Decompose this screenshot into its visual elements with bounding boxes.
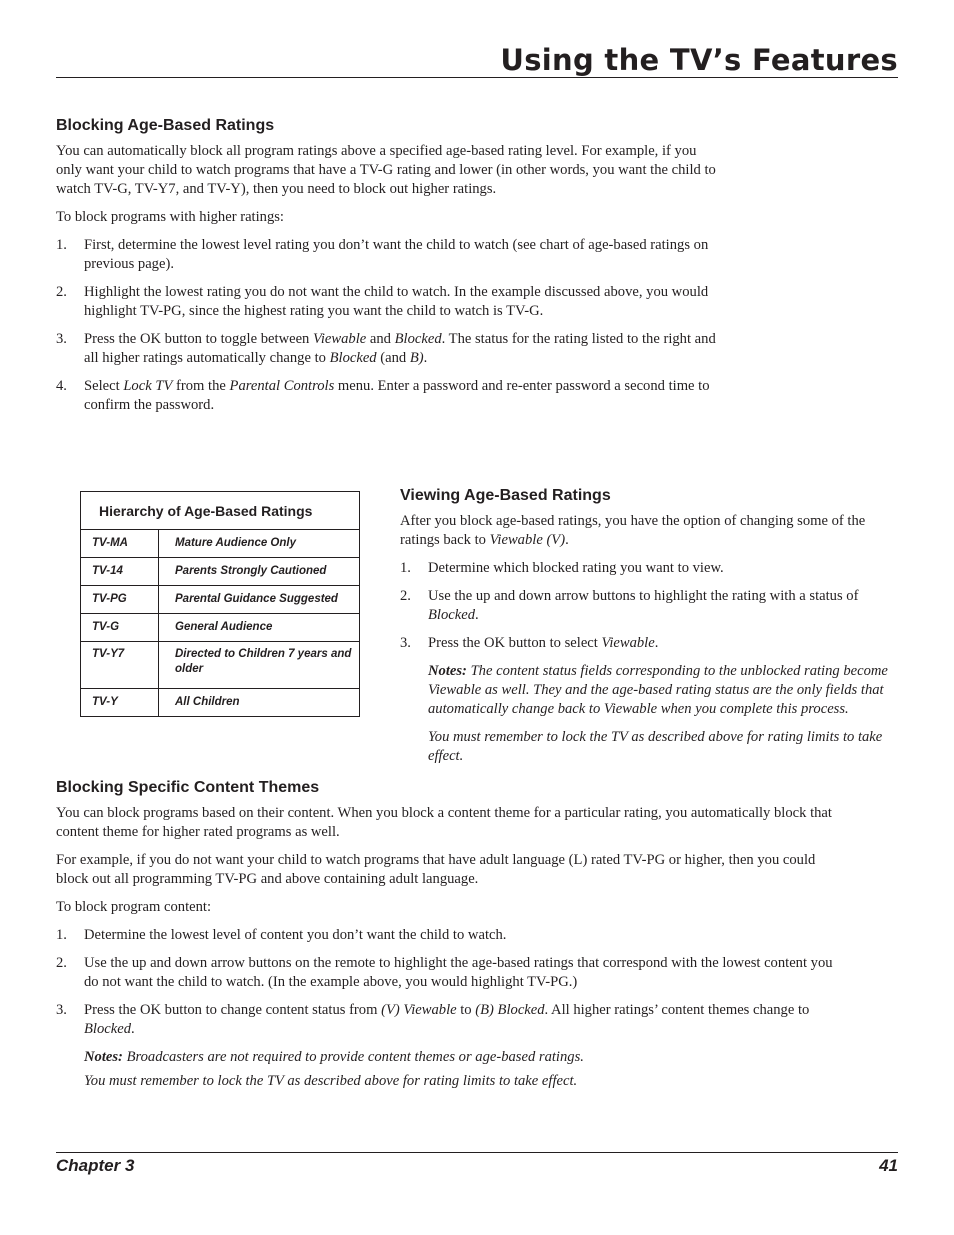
step-number: 1. (56, 237, 67, 253)
list-item (56, 283, 716, 321)
rating-code: TV-MA (81, 530, 159, 557)
intro-paragraph: You can block programs based on their content. When you block a content theme for a particular rating, you automatically block that content theme for higher rated programs as well. (56, 805, 832, 840)
section-heading: Blocking Specific Content Themes (56, 779, 320, 796)
table-row (81, 689, 359, 716)
step-text: Use the up and down arrow buttons on the remote to highlight the age-based ratings that correspond with the lowest content you do not want the child to watch. (In the example above, you would highlight TV-PG.) (84, 955, 833, 990)
notes-block (84, 1048, 846, 1091)
text-run: Press the OK button to change content status from (84, 1002, 382, 1018)
lead-paragraph: To block program content: (56, 899, 212, 915)
rating-description: All Children (175, 696, 240, 708)
notes-label: Notes: (428, 663, 467, 679)
text-run: . (475, 607, 479, 623)
section-blocking-age-based-ratings (56, 116, 716, 424)
footer-chapter: Chapter 3 (56, 1156, 135, 1175)
text-run: After you block age-based ratings, you have the option of changing some of the ratings back to (400, 513, 866, 548)
step-number: 3. (56, 331, 67, 347)
text-run: Press the OK button to toggle between (84, 331, 314, 347)
step-number: 1. (56, 927, 67, 943)
intro-paragraph: You can automatically block all program ratings above a specified age-based rating level. For example, if you only want your child to watch programs that have a TV-G rating and lower (in other words, you want the child to watch TV-G, TV-Y7, and TV-Y), then you need to block out higher ratings. (56, 143, 716, 197)
notes-label: Notes: (84, 1049, 123, 1065)
steps-list (400, 559, 900, 653)
text-run-italic: Blocked (329, 350, 377, 366)
list-item (400, 559, 900, 578)
text-run-italic: (B) Blocked (475, 1002, 545, 1018)
rating-code: TV-14 (81, 558, 159, 585)
step-text (84, 378, 710, 413)
rating-code: TV-G (81, 614, 159, 641)
section-heading: Blocking Age-Based Ratings (56, 117, 275, 134)
text-run: menu. Enter a password and re-enter password a second time to confirm the password. (84, 378, 710, 413)
text-run-italic: Viewable (313, 331, 367, 347)
step-number: 1. (400, 560, 411, 576)
notes-block (428, 662, 900, 766)
step-text: Determine which blocked rating you want to view. (428, 560, 724, 576)
section-viewing-age-based-ratings (400, 486, 900, 766)
step-text (84, 1002, 809, 1037)
note-paragraph: You must remember to lock the TV as described above for rating limits to take effect. (428, 729, 883, 764)
note-text: The content status fields corresponding to the unblocked rating become Viewable as well. They and the age-based rating status are the only fields that automatically change back to Viewable when you complete this process. (428, 663, 888, 717)
text-run: . All higher ratings’ content themes change to (544, 1002, 810, 1018)
rating-code: TV-Y (81, 689, 159, 716)
example-paragraph: For example, if you do not want your child to watch programs that have adult language (L) rated TV-PG or higher, then you could block out all programming TV-PG and above containing adult language. (56, 852, 816, 887)
text-run: . (565, 532, 569, 548)
header-rule (56, 77, 898, 78)
note-paragraph (84, 1048, 846, 1067)
text-run: . (654, 635, 659, 651)
table-row (81, 642, 359, 689)
step-text (84, 331, 716, 366)
text-run: Press the OK button to select (428, 635, 602, 651)
list-item (56, 1001, 846, 1039)
rating-description: Directed to Children 7 years and older (175, 648, 352, 675)
list-item (56, 954, 846, 992)
steps-list (56, 236, 716, 415)
step-text: Determine the lowest level of content you don’t want the child to watch. (84, 927, 507, 943)
section-blocking-content-themes (56, 778, 846, 1091)
text-run: . (423, 350, 428, 366)
table-row (81, 614, 359, 642)
text-run-italic: Blocked (428, 607, 475, 623)
table-row (81, 586, 359, 614)
text-run: . The status for the rating listed to the right and all higher ratings automatically change to (84, 331, 716, 366)
section-heading: Viewing Age-Based Ratings (400, 487, 611, 504)
text-run-italic: Lock TV (123, 378, 173, 394)
list-item (56, 236, 716, 274)
steps-list (56, 926, 846, 1039)
text-run: Use the up and down arrow buttons to highlight the rating with a status of (428, 588, 859, 604)
text-run: and (366, 331, 395, 347)
step-text: First, determine the lowest level rating you don’t want the child to watch (see chart of age-based ratings on previous page). (84, 237, 709, 272)
rating-code: TV-PG (81, 586, 159, 613)
table-row (81, 558, 359, 586)
text-run-italic: B) (409, 350, 424, 366)
note-text: Broadcasters are not required to provide content themes or age-based ratings. (122, 1049, 584, 1065)
ratings-hierarchy-table (80, 491, 360, 717)
step-text (428, 635, 658, 651)
list-item (56, 377, 716, 415)
footer-rule (56, 1152, 898, 1153)
text-run-italic: Blocked (394, 331, 442, 347)
list-item (400, 634, 900, 653)
rating-description: Mature Audience Only (175, 537, 296, 549)
table-title: Hierarchy of Age-Based Ratings (81, 492, 359, 530)
text-run: Select (84, 378, 124, 394)
step-number: 4. (56, 378, 67, 394)
note-paragraph (428, 662, 900, 719)
list-item (56, 330, 716, 368)
page-number: 41 (879, 1156, 898, 1175)
intro-paragraph (400, 512, 900, 550)
text-run-italic: Blocked (84, 1021, 131, 1037)
rating-description: Parental Guidance Suggested (175, 593, 338, 605)
list-item (56, 926, 846, 945)
text-run-italic: Viewable (V) (489, 532, 566, 548)
rating-description: Parents Strongly Cautioned (175, 565, 327, 577)
table-row (81, 530, 359, 558)
note-paragraph: You must remember to lock the TV as described above for rating limits to take effect. (84, 1073, 578, 1089)
text-run: (and (376, 350, 410, 366)
text-run-italic: Parental Controls (229, 378, 335, 394)
text-run: . (131, 1021, 135, 1037)
rating-code: TV-Y7 (81, 642, 159, 688)
step-number: 2. (400, 588, 411, 604)
lead-paragraph: To block programs with higher ratings: (56, 209, 284, 225)
page-title: Using the TV’s Features (500, 43, 898, 77)
step-number: 2. (56, 284, 67, 300)
list-item (400, 587, 900, 625)
text-run-italic: (V) Viewable (381, 1002, 457, 1018)
text-run: to (456, 1002, 476, 1018)
step-number: 3. (400, 635, 411, 651)
text-run-italic: Viewable (601, 635, 655, 651)
step-text: Highlight the lowest rating you do not want the child to watch. In the example discussed above, you would highlight TV-PG, since the highest rating you want the child to watch is TV-G. (84, 284, 709, 319)
step-number: 3. (56, 1002, 67, 1018)
step-text (428, 588, 858, 623)
step-number: 2. (56, 955, 67, 971)
text-run: from the (172, 378, 230, 394)
rating-description: General Audience (175, 621, 273, 633)
